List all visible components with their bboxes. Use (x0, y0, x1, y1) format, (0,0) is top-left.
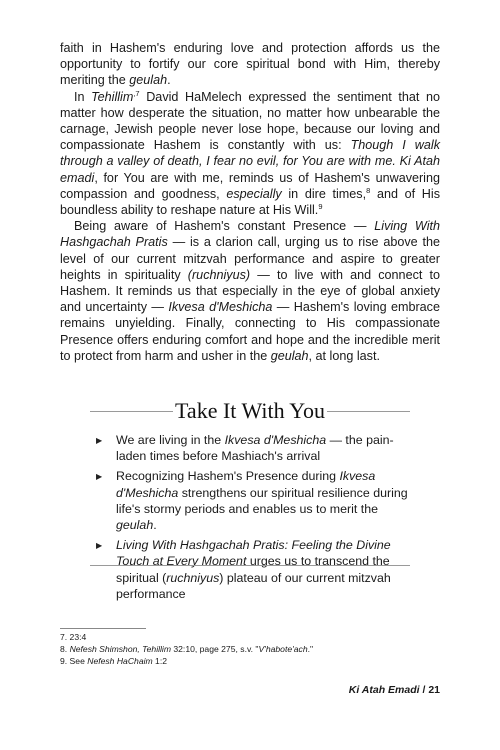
takeaway-list (90, 432, 410, 602)
triangle-bullet-icon: ▶ (96, 436, 103, 445)
takeaway-item (90, 537, 410, 602)
footnote-9: 9. See Nefesh HaChaim 1:2 (60, 655, 168, 666)
paragraph-3: Being aware of Hashem's constant Presence — Living With Hashgachah Pratis — is a clarion call, urging us to rise above the level of our current mitzvah performance and aspire to greater heights in spirituality (ruchniyus) — to live with and connect to Hashem. It reminds us that especially in the eye of global anxiety and uncertainty — Ikvesa d'Meshicha — Hashem's loving embrace remains unyielding. Finally, connecting to His compassionate Presence offers enduring comfort and hope and the incredible merit to protect from harm and usher in the geulah, at long last. (60, 219, 440, 363)
takeaway-bottom-rule (90, 565, 410, 566)
footnotes (60, 632, 440, 667)
takeaway-item (90, 432, 410, 464)
body-text (60, 40, 440, 364)
page-folio (349, 684, 440, 696)
page-number: 21 (428, 684, 440, 696)
takeaway-item-text: We are living in the Ikvesa d'Meshicha — the pain-laden times before Mashiach's arrival (116, 433, 394, 464)
footnote-7: 7. 23:4 (60, 632, 87, 642)
takeaway-item-text: Living With Hashgachah Pratis: Feeling the Divine Touch at Every Moment urges us to transcend the spiritual (ruchniyus) plateau of our current mitzvah performance (116, 538, 391, 601)
takeaway-header (90, 396, 410, 426)
takeaway-title: Take It With You (175, 398, 325, 423)
paragraph-2: In Tehillim$^{,7}$ David HaMelech expressed the sentiment that no matter how desperate the situation, no matter how unbearable the carnage, Jewish people never lose hope, because our loving and compassionate Hashem is constantly with us: Though I walk through a valley of death, I fear no evil, for You are with me. Ki Atah emadi, for You are with me, reminds us of Hashem's unwavering compassion and goodness, especially in dire times,$^8$ and of His boundless ability to reshape nature at His Will.$^9$ (60, 88, 440, 218)
folio-separator: / (419, 684, 429, 696)
triangle-bullet-icon: ▶ (96, 472, 103, 482)
take-it-with-you-box (90, 396, 410, 606)
footnote-rule (60, 628, 146, 629)
header-rule-right (327, 411, 410, 412)
triangle-bullet-icon: ▶ (96, 541, 103, 551)
footnote-8: 8. Nefesh Shimshon, Tehillim 32:10, page 275, s.v. "V'habote'ach." (60, 643, 314, 654)
running-title: Ki Atah Emadi (348, 684, 420, 696)
header-rule-left (90, 411, 173, 412)
takeaway-item (90, 468, 410, 533)
paragraph-1: faith in Hashem's enduring love and protection affords us the opportunity to fortify our core spiritual bond with Him, thereby meriting the geulah. (60, 41, 440, 88)
takeaway-item-text: Recognizing Hashem's Presence during Ikvesa d'Meshicha strengthens our spiritual resilience during life's stormy periods and enables us to merit the geulah. (116, 469, 408, 533)
